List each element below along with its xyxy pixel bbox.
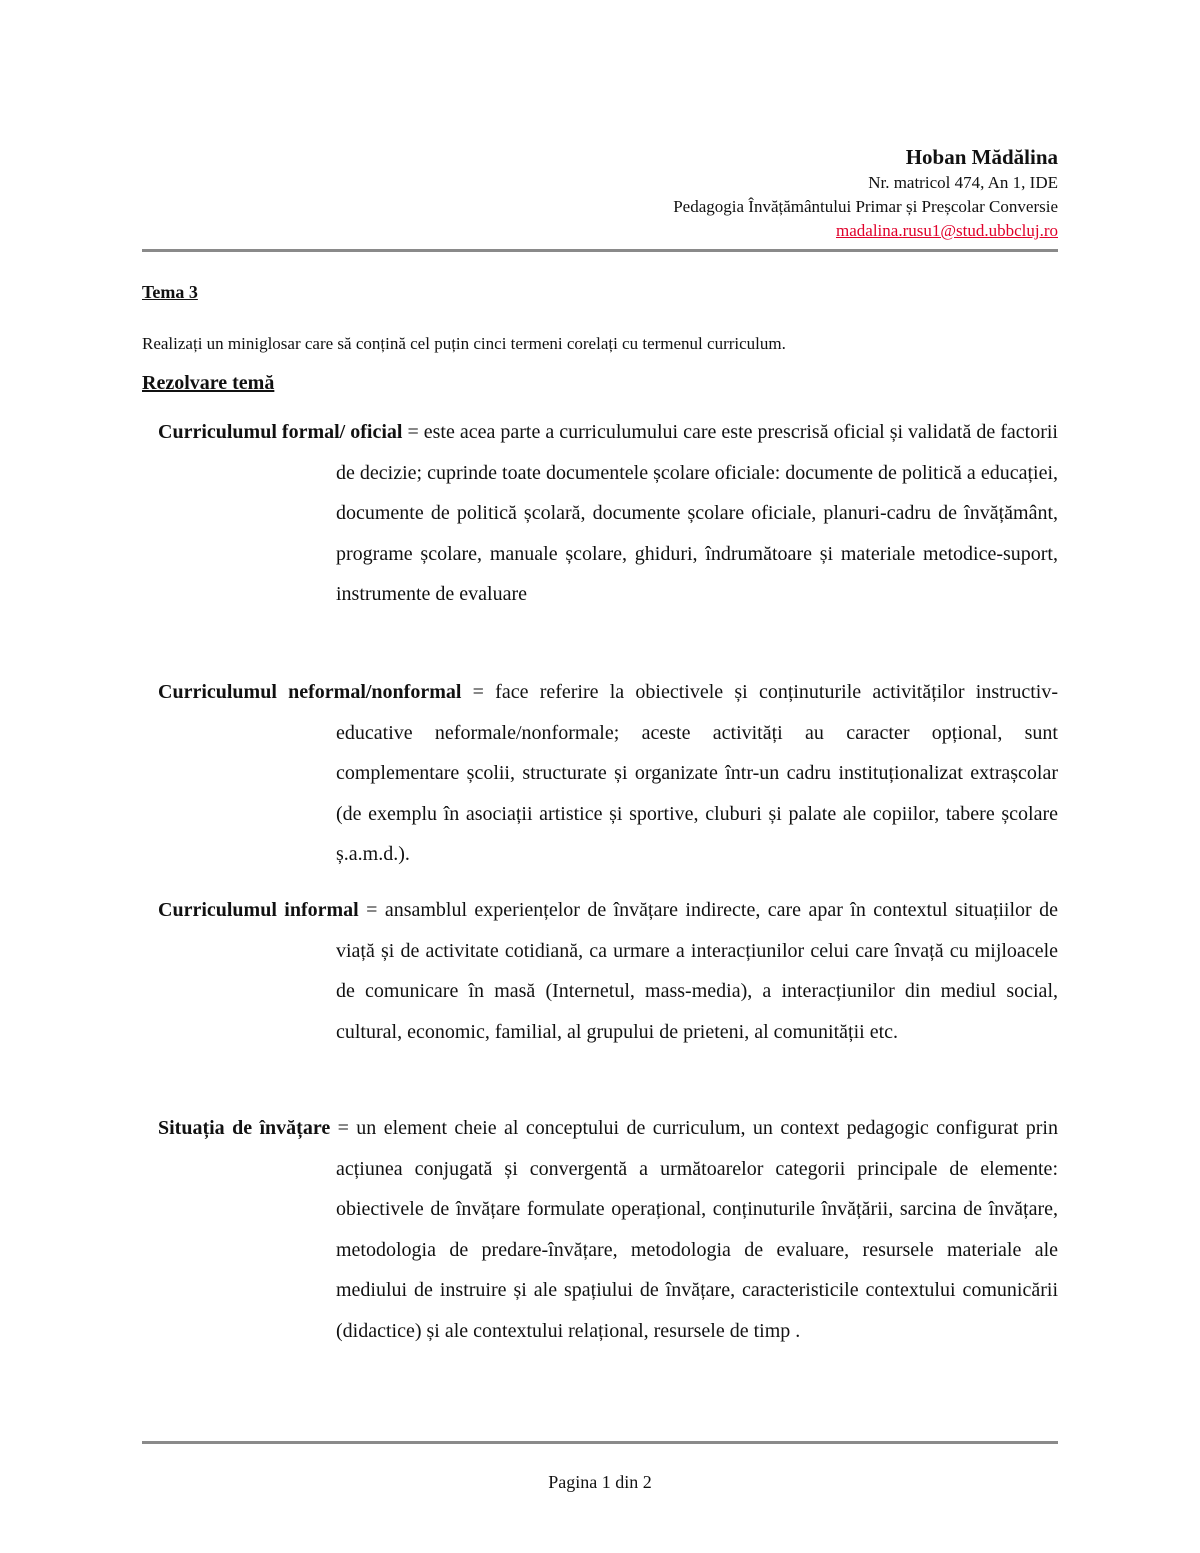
footer-divider <box>142 1441 1058 1444</box>
glossary-term: Curriculumul neformal/nonformal <box>158 681 462 703</box>
glossary-entry <box>158 412 1058 615</box>
program-line: Pedagogia Învățământului Primar și Preșcolar Conversie <box>673 197 1058 216</box>
glossary-definition: = face referire la obiectivele și conținuturile activităților instructiv-educative neformale/nonformale; aceste activități au caracter opțional, sunt complementare școlii, structurate și organizate într-un cadru instituționalizat extrașcolar (de exemplu în asociații artistice și sportive, cluburi și palate ale copiilor, tabere școlare ș.a.m.d.). <box>336 681 1058 866</box>
author-name: Hoban Mădălina <box>905 145 1058 169</box>
page-number: Pagina 1 din 2 <box>548 1472 652 1492</box>
assignment-task: Realizați un miniglosar care să conțină cel puțin cinci termeni corelați cu termenul curriculum. <box>142 334 786 353</box>
glossary-entry <box>158 672 1058 875</box>
glossary-entry <box>158 890 1058 1052</box>
glossary-definition: = este acea parte a curriculumului care este prescrisă oficial și validată de factorii de decizie; cuprinde toate documentele școlare oficiale: documente de politică a educației, documente de politică școlară, documente școlare oficiale, planuri-cadru de învățământ, programe școlare, manuale școlare, ghiduri, îndrumătoare și materiale metodice-suport, instrumente de evaluare <box>336 421 1058 606</box>
assignment-title: Tema 3 <box>142 282 198 302</box>
solution-heading: Rezolvare temă <box>142 372 275 394</box>
glossary-definition: = un element cheie al conceptului de curriculum, un context pedagogic configurat prin acțiunea conjugată și convergentă a următoarelor categorii principale de elemente: obiectivele de învățare formulate operațional, conținuturile învățării, sarcina de învățare, metodologia de predare-învățare, metodologia de evaluare, resursele materiale ale mediului de instruire și ale spațiului de învățare, caracteristicile contextului comunicării (didactice) și ale contextului relațional, resursele de timp . <box>330 1117 1058 1342</box>
glossary-term: Curriculumul informal <box>158 899 359 921</box>
matricol-line: Nr. matricol 474, An 1, IDE <box>868 173 1058 192</box>
glossary-term: Situația de învățare <box>158 1117 331 1139</box>
email-link[interactable]: madalina.rusu1@stud.ubbcluj.ro <box>836 221 1058 240</box>
author-header <box>673 143 1058 243</box>
glossary-definition: = ansamblul experiențelor de învățare indirecte, care apar în contextul situațiilor de viață și de activitate cotidiană, ca urmare a interacțiunilor celui care învață cu mijloacele de comunicare în masă (Internetul, mass-media), a interacțiunilor din mediul social, cultural, economic, familial, al grupului de prieteni, al comunității etc. <box>336 899 1058 1043</box>
glossary-term: Curriculumul formal/ oficial <box>158 421 403 443</box>
glossary-entry <box>158 1108 1058 1352</box>
header-divider <box>142 249 1058 252</box>
